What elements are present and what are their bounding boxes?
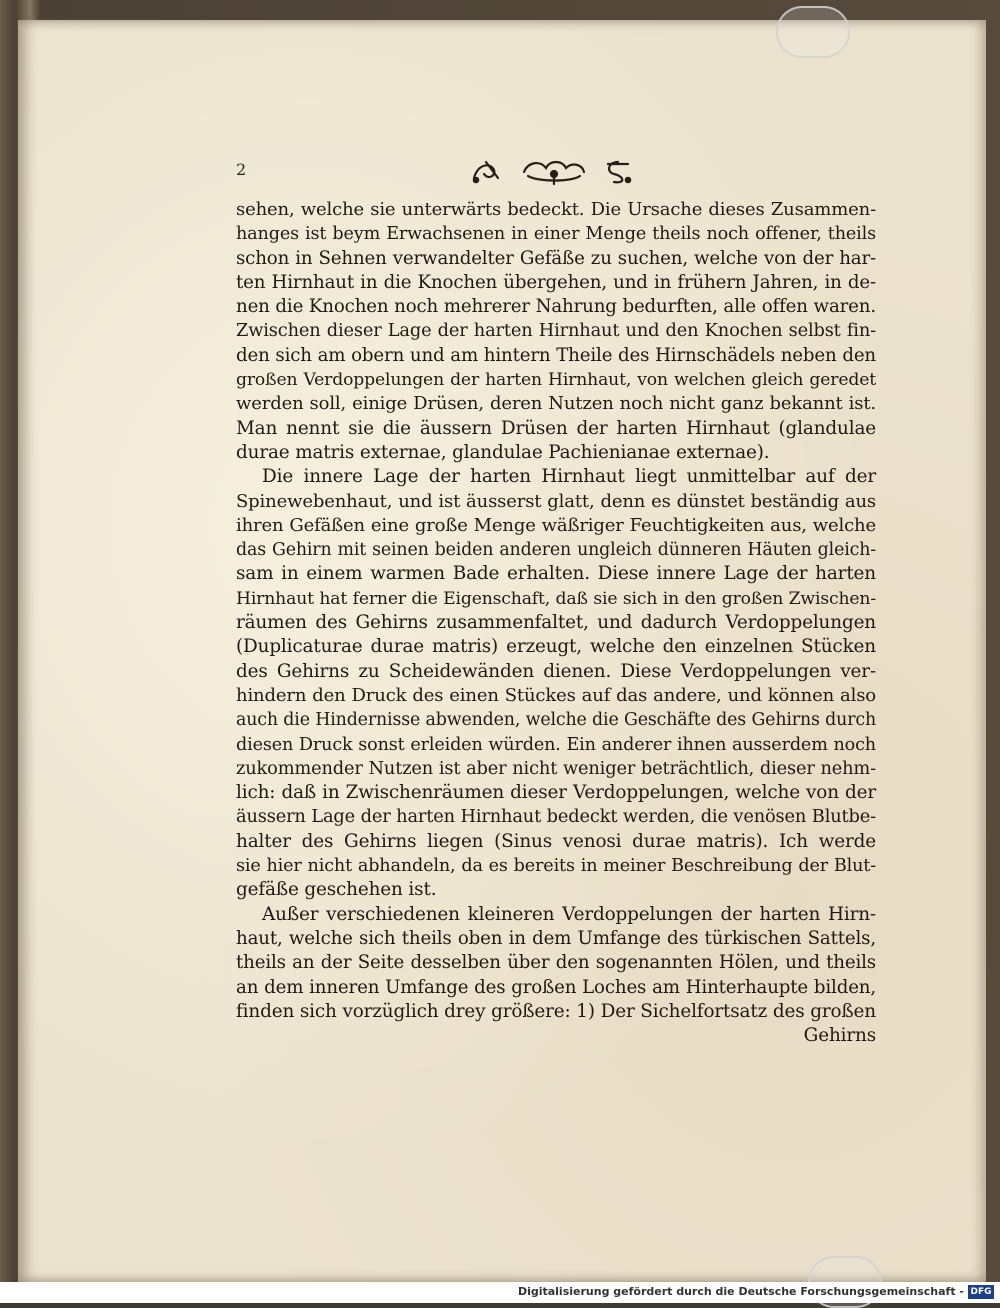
fleuron-ornament-icon xyxy=(468,154,638,186)
text-line: sehen, welche sie unterwärts bedeckt. Die Ursache dieses Zusammen- xyxy=(236,199,876,220)
funding-notice: Digitalisierung gefördert durch die Deutsche Forschungsgemeinschaft - xyxy=(517,1285,964,1298)
text-line: ten Hirnhaut in die Knochen übergehen, und in frühern Jahren, in de- xyxy=(236,271,876,293)
text-line: Spinewebenhaut, und ist äusserst glatt, denn es dünstet beständig aus xyxy=(236,490,876,512)
text-line: nen die Knochen noch mehrerer Nahrung bedurften, alle offen waren. xyxy=(236,296,876,318)
page-clip-top xyxy=(776,6,850,58)
text-line: lich: daß in Zwischenräumen dieser Verdoppelungen, welche von der xyxy=(236,782,876,804)
text-line: an dem inneren Umfange des großen Loches am Hinterhaupte bilden, xyxy=(236,976,876,998)
text-line: Die innere Lage der harten Hirnhaut liegt unmittelbar auf der xyxy=(262,466,876,488)
text-line: sie hier nicht abhandeln, da es bereits in meiner Beschreibung der Blut- xyxy=(236,856,876,877)
text-line: gefäße geschehen ist. xyxy=(236,879,437,901)
text-line: werden soll, einige Drüsen, deren Nutzen noch nicht ganz bekannt ist. xyxy=(236,393,876,415)
text-line: theils an der Seite desselben über den sogenannten Hölen, und theils xyxy=(236,952,876,974)
text-line: Außer verschiedenen kleineren Verdoppelungen der harten Hirn- xyxy=(262,903,876,925)
text-line: auch die Hindernisse abwenden, welche die Geschäfte des Gehirns durch xyxy=(236,710,876,731)
text-line: Man nennt sie die äussern Drüsen der harten Hirnhaut (glandulae xyxy=(236,417,876,439)
text-line: haut, welche sich theils oben in dem Umfange des türkischen Sattels, xyxy=(236,927,876,949)
catchword: Gehirns xyxy=(803,1025,876,1047)
text-line: ihren Gefäßen eine große Menge wäßriger Feuchtigkeiten aus, welche xyxy=(236,514,876,536)
text-line: halter des Gehirns liegen (Sinus venosi durae matris). Ich werde xyxy=(236,830,876,852)
text-line: hindern den Druck des einen Stückes auf das andere, und können also xyxy=(236,684,876,706)
dfg-logo[interactable]: DFG xyxy=(968,1285,994,1299)
footer-bar xyxy=(0,1282,1000,1303)
text-line: durae matris externae, glandulae Pachienianae externae). xyxy=(236,441,770,463)
text-line: schon in Sehnen verwandelter Gefäße zu suchen, welche von der har- xyxy=(236,247,876,269)
text-line: den sich am obern und am hintern Theile des Hirnschädels neben den xyxy=(236,344,876,366)
text-line: hanges ist beym Erwachsenen in einer Menge theils noch offener, theils xyxy=(236,224,876,245)
text-line: Zwischen dieser Lage der harten Hirnhaut und den Knochen selbst fin- xyxy=(236,320,876,342)
text-line: Hirnhaut hat ferner die Eigenschaft, daß sie sich in den großen Zwischen- xyxy=(236,588,876,609)
text-line: sam in einem warmen Bade erhalten. Diese innere Lage der harten xyxy=(236,563,876,585)
text-line: diesen Druck sonst erleiden würden. Ein anderer ihnen ausserdem noch xyxy=(236,734,876,755)
text-line: finden sich vorzüglich drey größere: 1) Der Sichelfortsatz des großen xyxy=(236,1000,876,1022)
text-line: zukommender Nutzen ist aber nicht weniger beträchtlich, dieser nehm- xyxy=(236,757,876,779)
text-line: das Gehirn mit seinen beiden anderen ungleich dünneren Häuten gleich- xyxy=(236,540,876,561)
text-line: großen Verdoppelungen der harten Hirnhaut, von welchen gleich geredet xyxy=(236,370,876,391)
text-line: des Gehirns zu Scheidewänden dienen. Diese Verdoppelungen ver- xyxy=(236,660,876,682)
body-text xyxy=(236,198,876,1048)
text-line: äussern Lage der harten Hirnhaut bedeckt werden, die venösen Blutbe- xyxy=(236,806,876,828)
page-number: 2 xyxy=(236,160,247,179)
text-line: räumen des Gehirns zusammenfaltet, und dadurch Verdoppelungen xyxy=(236,612,876,634)
text-line: (Duplicaturae durae matris) erzeugt, welche den einzelnen Stücken xyxy=(236,636,876,658)
